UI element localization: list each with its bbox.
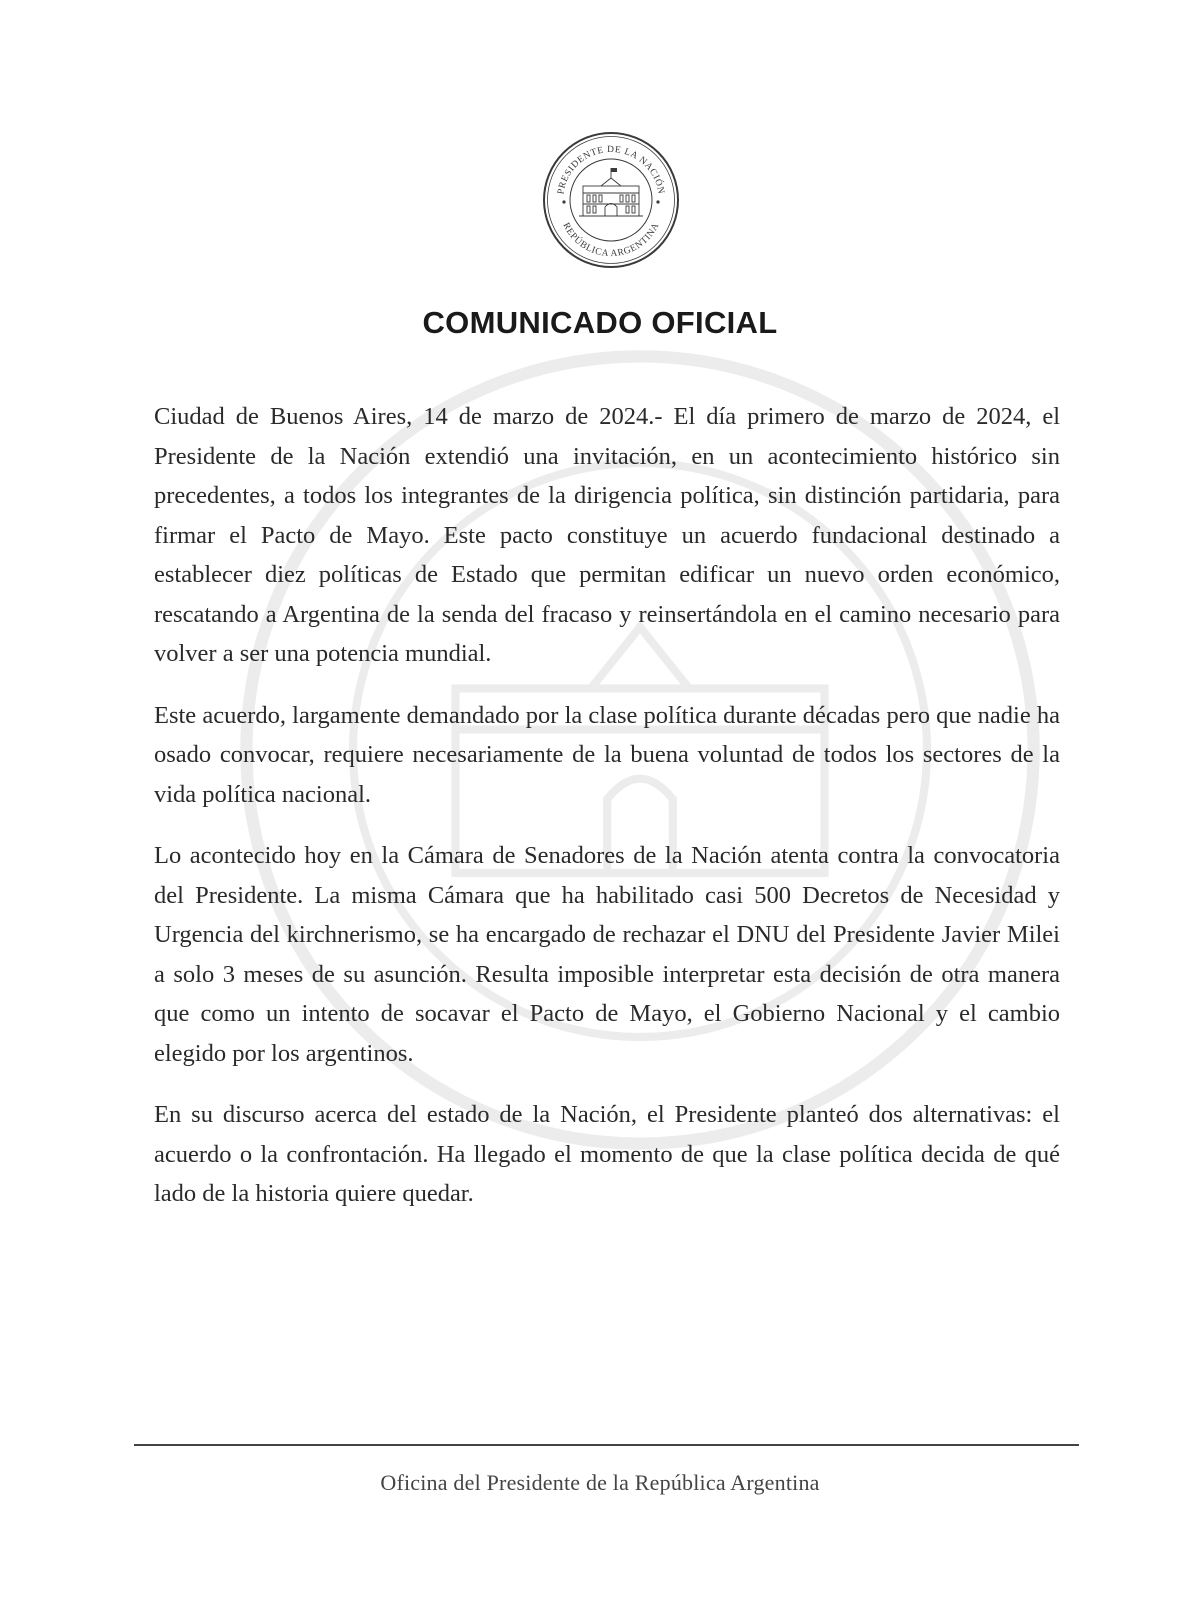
building-icon — [579, 168, 643, 216]
paragraph-2: Este acuerdo, largamente demandado por la clase política durante décadas pero que nadie ha osado convocar, requiere necesariamente de la buena voluntad de todos los sectores de la vida política nacional. — [154, 701, 1060, 808]
document-body — [154, 397, 1060, 1236]
document-title: COMUNICADO OFICIAL — [422, 305, 778, 340]
presidential-seal — [541, 130, 681, 270]
seal-bottom-text: REPÚBLICA ARGENTINA — [560, 221, 662, 260]
footer-divider — [134, 1444, 1079, 1446]
footer-text: Oficina del Presidente de la República Argentina — [380, 1470, 820, 1495]
paragraph-1: Ciudad de Buenos Aires, 14 de marzo de 2024.- El día primero de marzo de 2024, el Presidente de la Nación extendió una invitación, en un acontecimiento histórico sin precedentes, a todos los integrantes de la dirigencia política, sin distinción partidaria, para firmar el Pacto de Mayo. Este pacto constituye un acuerdo fundacional destinado a establecer diez políticas de Estado que permitan edificar un nuevo orden económico, rescatando a Argentina de la senda del fracaso y reinsertándola en el camino necesario para volver a ser una potencia mundial. — [154, 403, 1060, 667]
seal-top-text: PRESIDENTE DE LA NACIÓN — [556, 144, 666, 196]
paragraph-3: Lo acontecido hoy en la Cámara de Senadores de la Nación atenta contra la convocatoria del Presidente. La misma Cámara que ha habilitado casi 500 Decretos de Necesidad y Urgencia del kirchnerismo, se ha encargado de rechazar el DNU del Presidente Javier Milei a solo 3 meses de su asunción. Resulta imposible interpretar esta decisión de otra manera que como un intento de socavar el Pacto de Mayo, el Gobierno Nacional y el cambio elegido por los argentinos. — [154, 842, 1060, 1067]
paragraph-4: En su discurso acerca del estado de la Nación, el Presidente planteó dos alternativas: el acuerdo o la confrontación. Ha llegado el momento de que la clase política decida de qué lado de la historia quiere quedar. — [154, 1101, 1060, 1207]
svg-text:REPÚBLICA ARGENTINA — [560, 221, 661, 259]
